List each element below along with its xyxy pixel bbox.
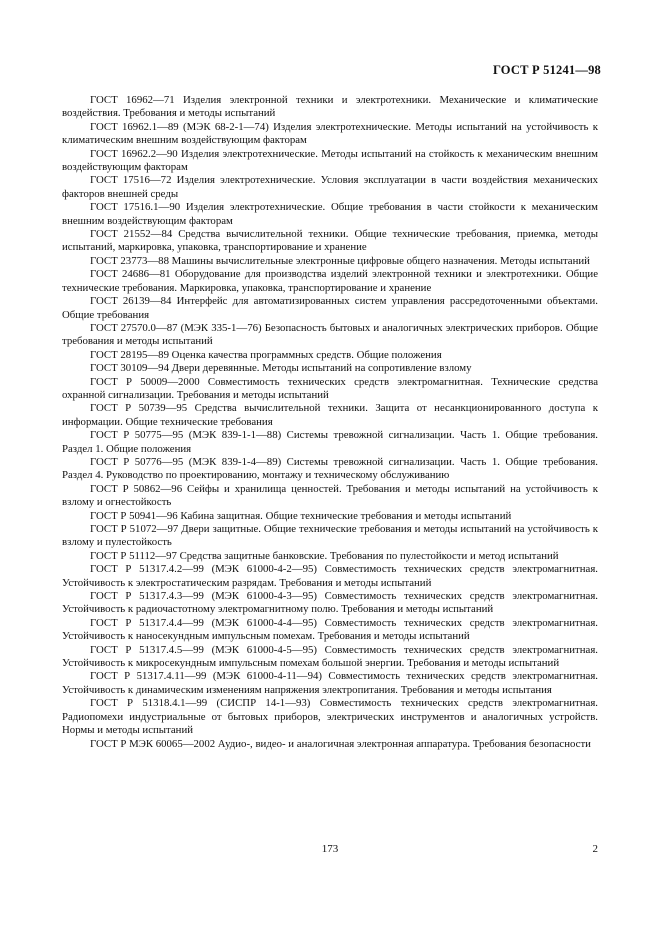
- page-number: 173: [321, 843, 339, 855]
- standard-entry: ГОСТ Р 51317.4.2—99 (МЭК 61000-4-2—95) Совместимость технических средств электромагнитная. Устойчивость к электростатическим разрядам. Требования и методы испытаний: [62, 563, 598, 589]
- standard-entry: ГОСТ Р МЭК 60065—2002 Аудио-, видео- и аналогичная электронная аппаратура. Требования безопасности: [90, 737, 591, 750]
- standard-entry: ГОСТ 17516.1—90 Изделия электротехнические. Общие требования в части стойкости к механическим внешним воздействующим факторам: [62, 201, 598, 227]
- document-header: ГОСТ Р 51241—98: [492, 63, 601, 77]
- standard-entry: ГОСТ Р 50009—2000 Совместимость технических средств электромагнитная. Технические средства охранной сигнализации. Требования и методы испытаний: [62, 375, 598, 401]
- standard-entry: ГОСТ Р 50776—95 (МЭК 839-1-4—89) Системы тревожной сигнализации. Часть 1. Общие требования. Раздел 4. Руководство по проектированию, монтажу и техническому обслуживанию: [62, 455, 598, 482]
- sheet-number: 2: [592, 843, 598, 855]
- standard-entry: ГОСТ Р 50775—95 (МЭК 839-1-1—88) Системы тревожной сигнализации. Часть 1. Общие требования. Раздел 1. Общие положения: [62, 429, 598, 455]
- standard-entry: ГОСТ Р 51072—97 Двери защитные. Общие технические требования и методы испытаний на устойчивость к взлому и пулестойкость: [62, 523, 598, 549]
- standard-entry: ГОСТ 16962.1—89 (МЭК 68-2-1—74) Изделия электротехнические. Методы испытаний на устойчивость к климатическим внешним воздействующим факторам: [62, 120, 598, 147]
- standard-entry: ГОСТ 23773—88 Машины вычислительные электронные цифровые общего назначения. Методы испытаний: [90, 254, 590, 267]
- standard-entry: ГОСТ Р 50739—95 Средства вычислительной техники. Защита от несанкционированного доступа к информации. Общие технические требования: [62, 402, 598, 428]
- standard-entry: ГОСТ Р 51317.4.5—99 (МЭК 61000-4-5—95) Совместимость технических средств электромагнитная. Устойчивость к микросекундным импульсным помехам большой энергии. Требования и методы испытаний: [62, 643, 598, 670]
- standard-entry: ГОСТ 27570.0—87 (МЭК 335-1—76) Безопасность бытовых и аналогичных электрических приборов. Общие требования и методы испытаний: [62, 321, 598, 348]
- standard-entry: ГОСТ 21552—84 Средства вычислительной техники. Общие технические требования, приемка, методы испытаний, маркировка, упаковка, транспортирование и хранение: [62, 228, 598, 254]
- standard-entry: ГОСТ 24686—81 Оборудование для производства изделий электронной техники и электротехники. Общие технические требования. Маркировка, упаковка, транспортирование и хранение: [62, 268, 598, 294]
- standard-entry: ГОСТ 30109—94 Двери деревянные. Методы испытаний на сопротивление взлому: [90, 362, 472, 375]
- standard-entry: ГОСТ Р 51317.4.11—99 (МЭК 61000-4-11—94) Совместимость технических средств электромагнитная. Устойчивость к динамическим изменениям напряжения электропитания. Требования и методы испытания: [62, 670, 598, 696]
- standard-entry: ГОСТ 16962—71 Изделия электронной техники и электротехники. Механические и климатические воздействия. Требования и методы испытаний: [62, 94, 598, 120]
- standards-list: [62, 94, 598, 751]
- standard-entry: ГОСТ 17516—72 Изделия электротехнические. Условия эксплуатации в части воздействия механических факторов внешней среды: [62, 174, 598, 200]
- standard-entry: ГОСТ Р 50862—96 Сейфы и хранилища ценностей. Требования и методы испытаний на устойчивость к взлому и огнестойкость: [62, 482, 598, 509]
- standard-entry: ГОСТ Р 51317.4.4—99 (МЭК 61000-4-4—95) Совместимость технических средств электромагнитная. Устойчивость к наносекундным импульсным помехам. Требования и методы испытаний: [62, 616, 598, 643]
- standard-entry: ГОСТ 26139—84 Интерфейс для автоматизированных систем управления рассредоточенными объектами. Общие требования: [62, 295, 598, 321]
- standard-entry: ГОСТ Р 51318.4.1—99 (СИСПР 14-1—93) Совместимость технических средств электромагнитная. Радиопомехи индустриальные от бытовых приборов, электрических инструментов и аналогичных устройств. Нормы и методы испытаний: [62, 697, 598, 737]
- standard-entry: ГОСТ Р 51317.4.3—99 (МЭК 61000-4-3—95) Совместимость технических средств электромагнитная. Устойчивость к радиочастотному электромагнитному полю. Требования и методы испытаний: [62, 590, 598, 616]
- standard-entry: ГОСТ 28195—89 Оценка качества программных средств. Общие положения: [90, 348, 442, 361]
- standard-entry: ГОСТ Р 50941—96 Кабина защитная. Общие технические требования и методы испытаний: [90, 509, 512, 522]
- standard-entry: ГОСТ 16962.2—90 Изделия электротехнические. Методы испытаний на стойкость к механическим внешним воздействующим факторам: [62, 147, 598, 174]
- standard-entry: ГОСТ Р 51112—97 Средства защитные банковские. Требования по пулестойкости и метод испытаний: [90, 549, 559, 562]
- page-footer: [62, 843, 598, 857]
